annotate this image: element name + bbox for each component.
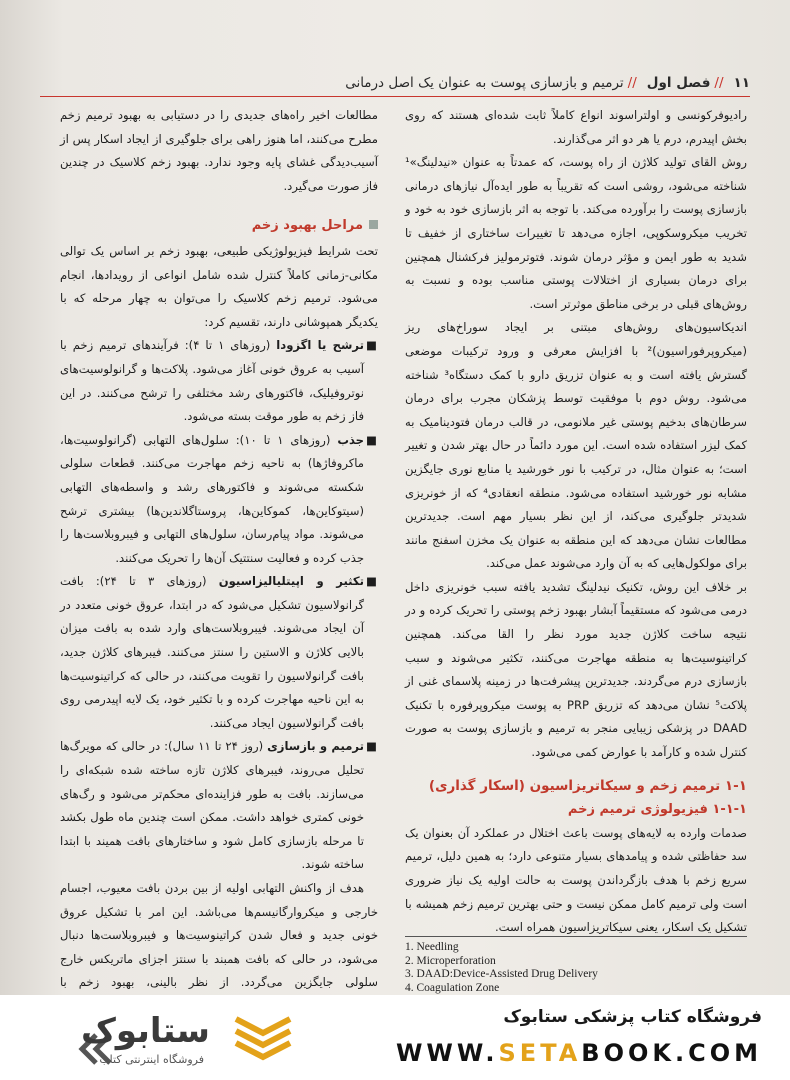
paragraph: اندیکاسیون‌های روش‌های مبتنی بر ایجاد سوراخ‌های ریز (میکروپرفوراسیون)² با افزایش معرفی و ورود ترکیبات موضعی گسترش یافته است و به عنوان تزریق دارو با کمک دستگاه³ شناخته می‌شود. روش دوم با موفقیت توسط پزشکان مجرب برای درمان سرطان‌های بدخیم پوستی غیر ملانومی، در قالب درمان فتودینامیک به کمک لیزر استفاده شده است. این مورد دائماً در حال بهتر شدن و تغییر است؛ به عنوان مثال، در ترکیب با نور خورشید یا منابع نوری جایگزین مشابه نور خورشید استفاده می‌شود. منطقه انعقادی⁴ که از خونریزی شدیدتر جلوگیری می‌کند، از این نظر بسیار مهم است. جدیدترین مطالعات نشان می‌دهد که این منطقه به عنوان یک مخزن اسفنج مانند برای مولکول‌هایی که به آن وارد می‌شوند عمل می‌کند. — [405, 320, 747, 571]
page-number: ۱۱ — [733, 75, 750, 91]
list-item — [60, 334, 378, 428]
footnotes — [405, 936, 747, 995]
bullet-dot-icon: ■ — [366, 432, 377, 447]
logo-subtitle: فروشگاه اینترنتی کتاب — [99, 1053, 204, 1066]
chevron-logo-icon — [232, 1013, 294, 1063]
section-title — [60, 214, 378, 238]
setabook-logo[interactable] — [40, 1011, 210, 1069]
bullet-text: در حالی که مویرگ‌ها تحلیل می‌روند، فیبرهای کلاژن تازه ساخته شده شبکه‌ای را می‌سازند. بافت به طور فزاینده‌ای محکم‌تر می‌شود و رگ‌های خونی کمتری خواهد داشت. ممکن است چندین ماه طول بکشد تا مرحله بازسازی کامل شود و ساختارهای بافت همیند با ابتدا ساخته شوند. — [60, 739, 364, 872]
shop-banner — [0, 995, 790, 1080]
url-prefix: WWW. — [395, 1039, 499, 1067]
bullet-dot-icon: ■ — [366, 739, 377, 754]
logo-wordmark: ستابوک — [81, 1011, 210, 1051]
list-item — [60, 429, 378, 571]
paragraph: مطالعات اخیر راه‌های جدیدی را در دستیابی به بهبود ترمیم زخم مطرح می‌کنند، اما هنوز راهی برای جلوگیری از ایجاد اسکار پس از آسیب‌دیدگی غشای پایه وجود ندارد. بهبود زخم کلاسیک در چندین فاز صورت می‌گیرد. — [60, 108, 378, 193]
bullet-dot-icon: ■ — [366, 574, 377, 589]
running-header — [40, 70, 750, 97]
list-item — [60, 735, 378, 877]
shop-name: فروشگاه کتاب پزشکی ستابوک — [503, 1007, 762, 1027]
bullet-range: (روزهای ۱ تا ۴): — [184, 338, 271, 353]
heading-1: ۱-۱ ترمیم زخم و سیکاتریزاسیون (اسکار گذاری) — [428, 777, 747, 794]
footnote: 2. Microperforation — [405, 954, 496, 967]
section-title-text: مراحل بهبود زخم — [251, 218, 363, 234]
footnote: 1. Needling — [405, 941, 459, 953]
paragraph: رادیوفرکونسی و اولتراسوند انواع کاملاً ثابت شده‌ای هستند که روی بخش اپیدرم، درم یا هر دو اثر می‌گذارند. — [405, 108, 747, 146]
bullet-text: بافت گرانولاسیون تشکیل می‌شود که در ابتدا، عروق خونی متعدد در آن ایجاد می‌شوند. فیبروبلاست‌های وارد شده به بافت میزان بالایی کلاژن و الاستین را سنتز می‌کنند. فیبرهای کلاژن جدید، بافت گرانولاسیون را تقویت می‌کنند، در حالی که کراتینوسیت‌ها به این ناحیه مهاجرت کرده و با تکثیر خود، یک لایه اپیدرمی روی بافت گرانولاسیون ایجاد می‌کنند. — [60, 574, 364, 730]
shop-url-link[interactable] — [396, 1039, 762, 1067]
paragraph: روش القای تولید کلاژن از راه پوست، که عمدتاً به عنوان «نیدلینگ»¹ شناخته می‌شود، روشی است که تقریباً به طور ایده‌آل نیازهای درمانی بازسازی پوست را برآورده می‌کند. با توجه به اثر بازسازی خود به خود و تخریب میکروسکوپی، اجازه می‌دهد تا تغییرات ساختاری از خفیف تا شدید به طور ایمن و مؤثر درمان شوند. فتوترمولیز فرکشنال همچنین برای درمان بسیاری از اختلالات پوستی مناسب بوده و نسبت به روش‌های قبلی در برخی مناطق موثرتر است. — [405, 155, 747, 311]
paragraph: صدمات وارده به لایه‌های پوست باعث اختلال در عملکرد آن بعنوان یک سد حفاظتی شده و پیامدهای بسیار متنوعی دارد؛ به همین دلیل، ترمیم سریع زخم با هدف بازگرداندن پوست به حالت اولیه یک نیاز ضروری است ولی ترمیم کامل ممکن نیست و حتی بهترین ترمیم زخم همیشه با تشکیل یک اسکار، یعنی سیکاتریزاسیون همراه است. — [405, 825, 747, 935]
list-item — [60, 570, 378, 735]
bullet-range: (روز ۲۴ تا ۱۱ سال): — [164, 739, 264, 754]
url-suffix: BOOK.COM — [581, 1039, 762, 1067]
bullet-range: (روزهای ۱ تا ۱۰): — [235, 432, 331, 447]
header-separator: // — [714, 75, 724, 91]
heading-2: ۱-۱-۱ فیزیولوژی ترمیم زخم — [567, 802, 747, 818]
bullet-term: ترشح یا اگزودا — [276, 338, 364, 353]
url-highlight: SETA — [498, 1039, 582, 1067]
header-separator-2: // — [627, 75, 637, 91]
left-column — [60, 104, 378, 995]
bullet-dot-icon: ■ — [366, 338, 377, 353]
header-chapter: فصل اول — [646, 75, 711, 91]
bullet-range: (روزهای ۳ تا ۲۴): — [95, 574, 207, 589]
bullet-text: فرآیندهای ترمیم زخم با آسیب به عروق خونی آغاز می‌شود. پلاکت‌ها و گرانولوسیت‌های نوتروفیلیک، فاکتورهای رشد مختلفی را ترشح می‌کنند. در این فاز زخم به طور موقت بسته می‌شود. — [60, 338, 364, 424]
bullet-term: جذب — [337, 432, 365, 447]
paragraph: تحت شرایط فیزیولوژیکی طبیعی، بهبود زخم بر اساس یک توالی مکانی-زمانی کاملاً کنترل شده شامل انواعی از رویدادها، انجام می‌شود. ترمیم زخم کلاسیک را می‌توان به چهار مرحله که با یکدیگر همپوشانی دارند، تقسیم کرد: — [60, 243, 378, 329]
bullet-term: تکثیر و اپیتلیالیزاسیون — [218, 574, 365, 589]
right-column — [405, 104, 747, 940]
square-bullet-icon — [369, 220, 378, 229]
footnote: 4. Coagulation Zone — [405, 981, 500, 994]
bullet-term: ترمیم و بازسازی — [267, 739, 364, 754]
paragraph: هدف از واکنش التهابی اولیه از بین بردن بافت معیوب، اجسام خارجی و میکروارگانیسم‌ها می‌باشد. این امر با تشکیل عروق خونی جدید و فعال شدن کراتینوسیت‌ها و فیبروبلاست‌ها دنبال می‌شود، در حالی که بافت همبند با سنتز اجزای ماتریکس خارج سلولی جایگزین می‌گردد. از نظر بالینی، بهبود زخم با — [60, 881, 378, 990]
paragraph: بر خلاف این روش، تکنیک نیدلینگ تشدید یافته سبب خونریزی داخل درمی می‌شود که مستقیماً آبشار بهبود زخم پوستی را تحریک کرده و در نتیجه ساخت کلاژن جدید مورد نظر را القا می‌کند. همچنین کراتینوسیت‌ها به منطقه مهاجرت می‌کنند، تکثیر می‌شوند و سبب بازسازی درم می‌گردند. جدیدترین پیشرفت‌ها در زمینه پلاسمای غنی از پلاکت⁵ نشان می‌دهد که تزریق PRP به پوست میکروپرفوره با تکنیک DAAD در پزشکی زیبایی منجر به ترمیم و بازسازی پوست به صورت کنترل شده و کارآمد با عوارض کمی می‌شود. — [405, 579, 747, 760]
footnote: 3. DAAD:Device-Assisted Drug Delivery — [405, 968, 598, 981]
header-title: ترمیم و بازسازی پوست به عنوان یک اصل درمانی — [345, 75, 624, 91]
bullet-text: سلول‌های التهابی (گرانولوسیت‌ها، ماکروفاژها) به ناحیه زخم مهاجرت می‌کنند. قطعات سلولی شکسته می‌شوند و فاکتورهای رشد و واسطه‌های التهابی (سیتوکاین‌ها، کموکاین‌ها، پروستاگلاندین‌ها) بیشتری ترشح می‌شوند. مواد پیام‌رسان، سلول‌های التهابی و فیبروبلاست‌ها را جذب کرده و فعالیت سنتتیک آن‌ها را تحریک می‌کنند. — [60, 432, 364, 565]
